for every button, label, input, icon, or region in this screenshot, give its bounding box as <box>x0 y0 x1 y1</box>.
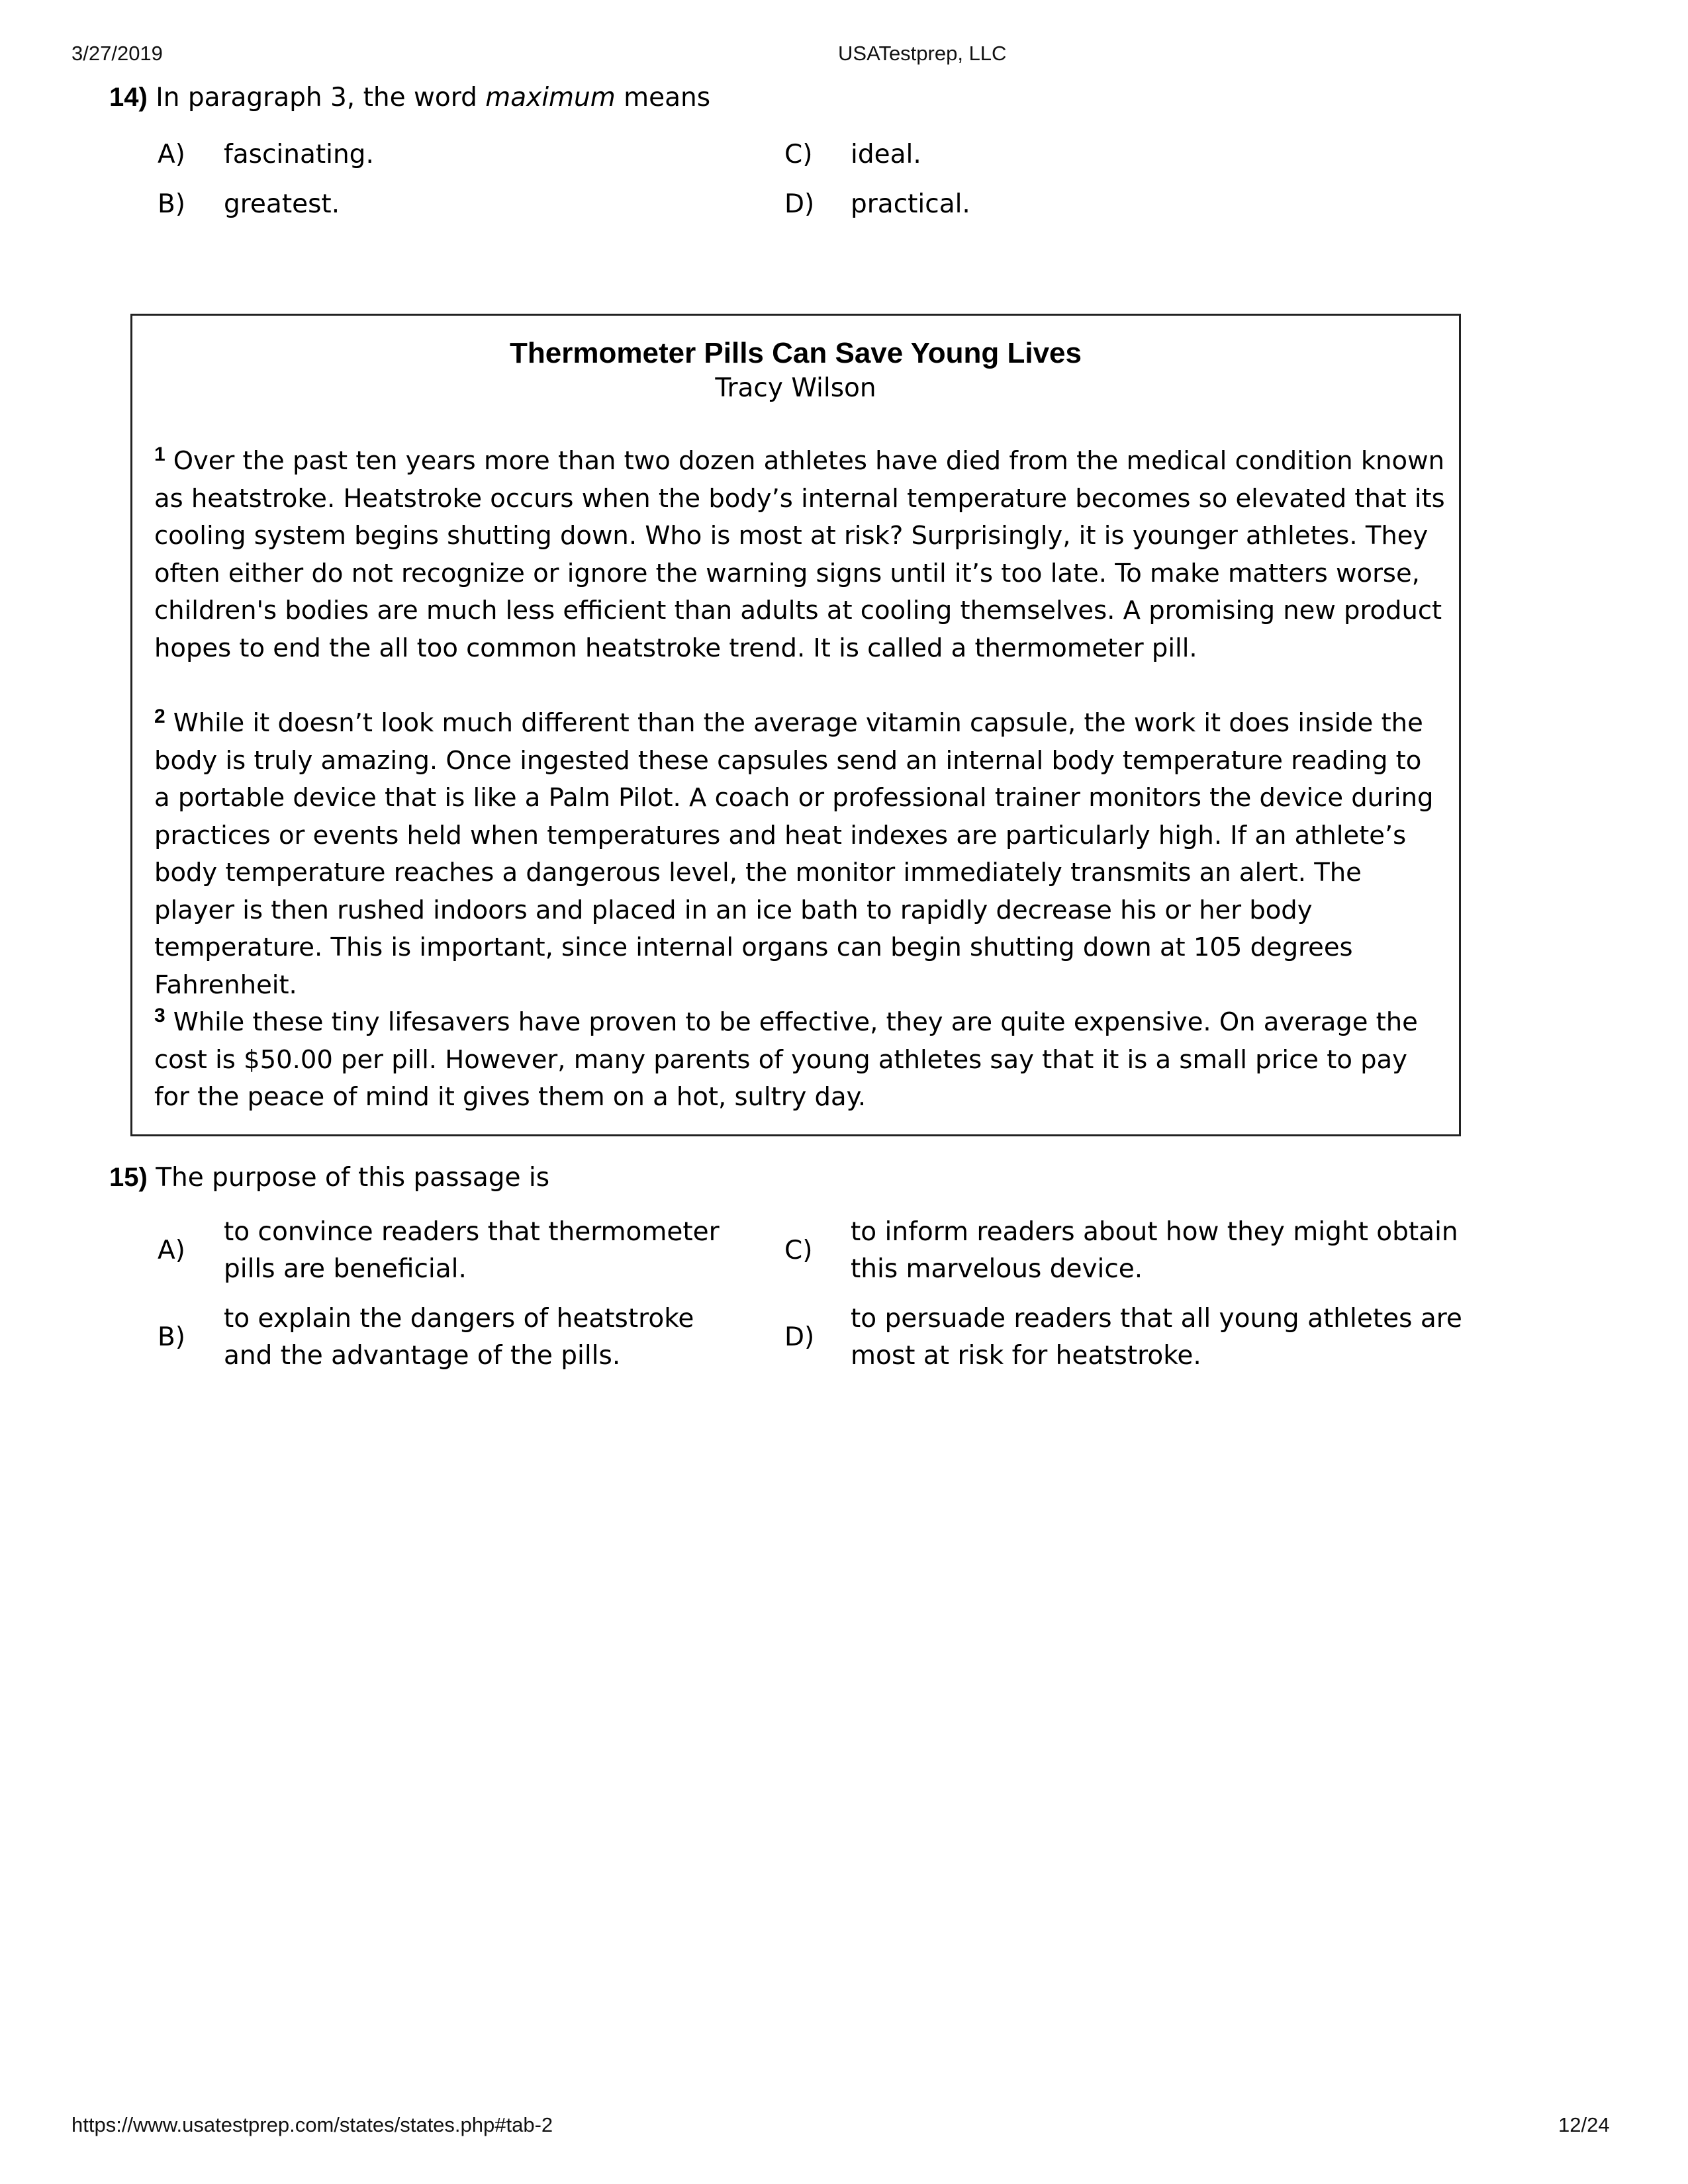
paragraph-number: 3 <box>154 1005 165 1026</box>
question-14-keyword: maximum <box>485 83 616 113</box>
paragraph-number: 2 <box>154 705 165 727</box>
option-letter: D) <box>784 189 815 219</box>
question-15-stem <box>109 1161 549 1195</box>
question-14-text: In paragraph 3, the word <box>147 83 486 113</box>
question-14-option-b[interactable] <box>158 186 747 223</box>
header-date: 3/27/2019 <box>71 42 163 65</box>
question-14-stem <box>109 81 710 114</box>
option-text: greatest. <box>224 189 340 219</box>
paragraph-text: Over the past ten years more than two dozen athletes have died from the medical condition known as heatstroke. Heatstroke occurs when the body’s internal temperature becomes so elevated that its cooling system begins shutting down. Who is most at risk? Surprisingly, it is younger athletes. They often either do not recognize or ignore the warning signs until it’s too late. To make matters worse, children's bodies are much less efficient than adults at cooling themselves. A promising new product hopes to end the all too common heatstroke trend. It is called a thermometer pill. <box>154 446 1445 663</box>
passage-paragraph-3 <box>154 1004 1445 1116</box>
option-letter: C) <box>784 1236 813 1265</box>
question-14-text-end: means <box>615 83 711 113</box>
option-letter: C) <box>784 140 813 169</box>
option-letter: A) <box>158 140 185 169</box>
option-text: ideal. <box>851 140 921 169</box>
question-14-option-a[interactable] <box>158 136 747 173</box>
paragraph-number: 1 <box>154 443 165 465</box>
paragraph-text: While it doesn’t look much different than the average vitamin capsule, the work it does inside the body is truly amazing. Once ingested these capsules send an internal body temperature reading to a portable device that is like a Palm Pilot. A coach or professional trainer monitors the device during practices or events held when temperatures and heat indexes are particularly high. If an athlete’s body temperature reaches a dangerous level, the monitor immediately transmits an alert. The player is then rushed indoors and placed in an ice bath to rapidly decrease his or her body temperature. This is important, since internal organs can begin shutting down at 105 degrees Fahrenheit. <box>154 708 1434 1000</box>
question-15-option-c[interactable] <box>784 1214 1513 1288</box>
question-14-option-c[interactable] <box>784 136 1374 173</box>
option-letter: B) <box>158 189 185 219</box>
paragraph-text: While these tiny lifesavers have proven to be effective, they are quite expensive. On average the cost is $50.00 per pill. However, many parents of young athletes say that it is a small price to pay for the peace of mind it gives them on a hot, sultry day. <box>154 1007 1418 1112</box>
question-15-text: The purpose of this passage is <box>147 1163 550 1193</box>
option-text: fascinating. <box>224 140 374 169</box>
footer-url[interactable]: https://www.usatestprep.com/states/states.php#tab-2 <box>71 2113 553 2136</box>
option-letter: D) <box>784 1322 815 1352</box>
question-15-option-a[interactable] <box>158 1214 727 1288</box>
option-letter: B) <box>158 1322 185 1352</box>
option-letter: A) <box>158 1236 185 1265</box>
option-text: to convince readers that thermometer pills are beneficial. <box>224 1217 720 1284</box>
question-14-number: 14) <box>109 83 148 112</box>
passage-paragraph-2 <box>154 705 1445 1004</box>
header-site-name: USATestprep, LLC <box>838 42 1007 65</box>
passage-paragraph-1 <box>154 443 1445 667</box>
question-15-option-b[interactable] <box>158 1300 727 1375</box>
question-14-option-d[interactable] <box>784 186 1374 223</box>
question-15-option-d[interactable] <box>784 1300 1513 1375</box>
passage-author: Tracy Wilson <box>715 373 876 403</box>
option-text: to explain the dangers of heatstroke and the advantage of the pills. <box>224 1304 694 1371</box>
option-text: practical. <box>851 189 970 219</box>
footer-page-number: 12/24 <box>1558 2113 1610 2136</box>
reading-passage <box>130 314 1461 1136</box>
option-text: to inform readers about how they might obtain this marvelous device. <box>851 1217 1458 1284</box>
option-text: to persuade readers that all young athletes are most at risk for heatstroke. <box>851 1304 1462 1371</box>
question-15-number: 15) <box>109 1163 148 1192</box>
passage-title: Thermometer Pills Can Save Young Lives <box>510 337 1082 369</box>
